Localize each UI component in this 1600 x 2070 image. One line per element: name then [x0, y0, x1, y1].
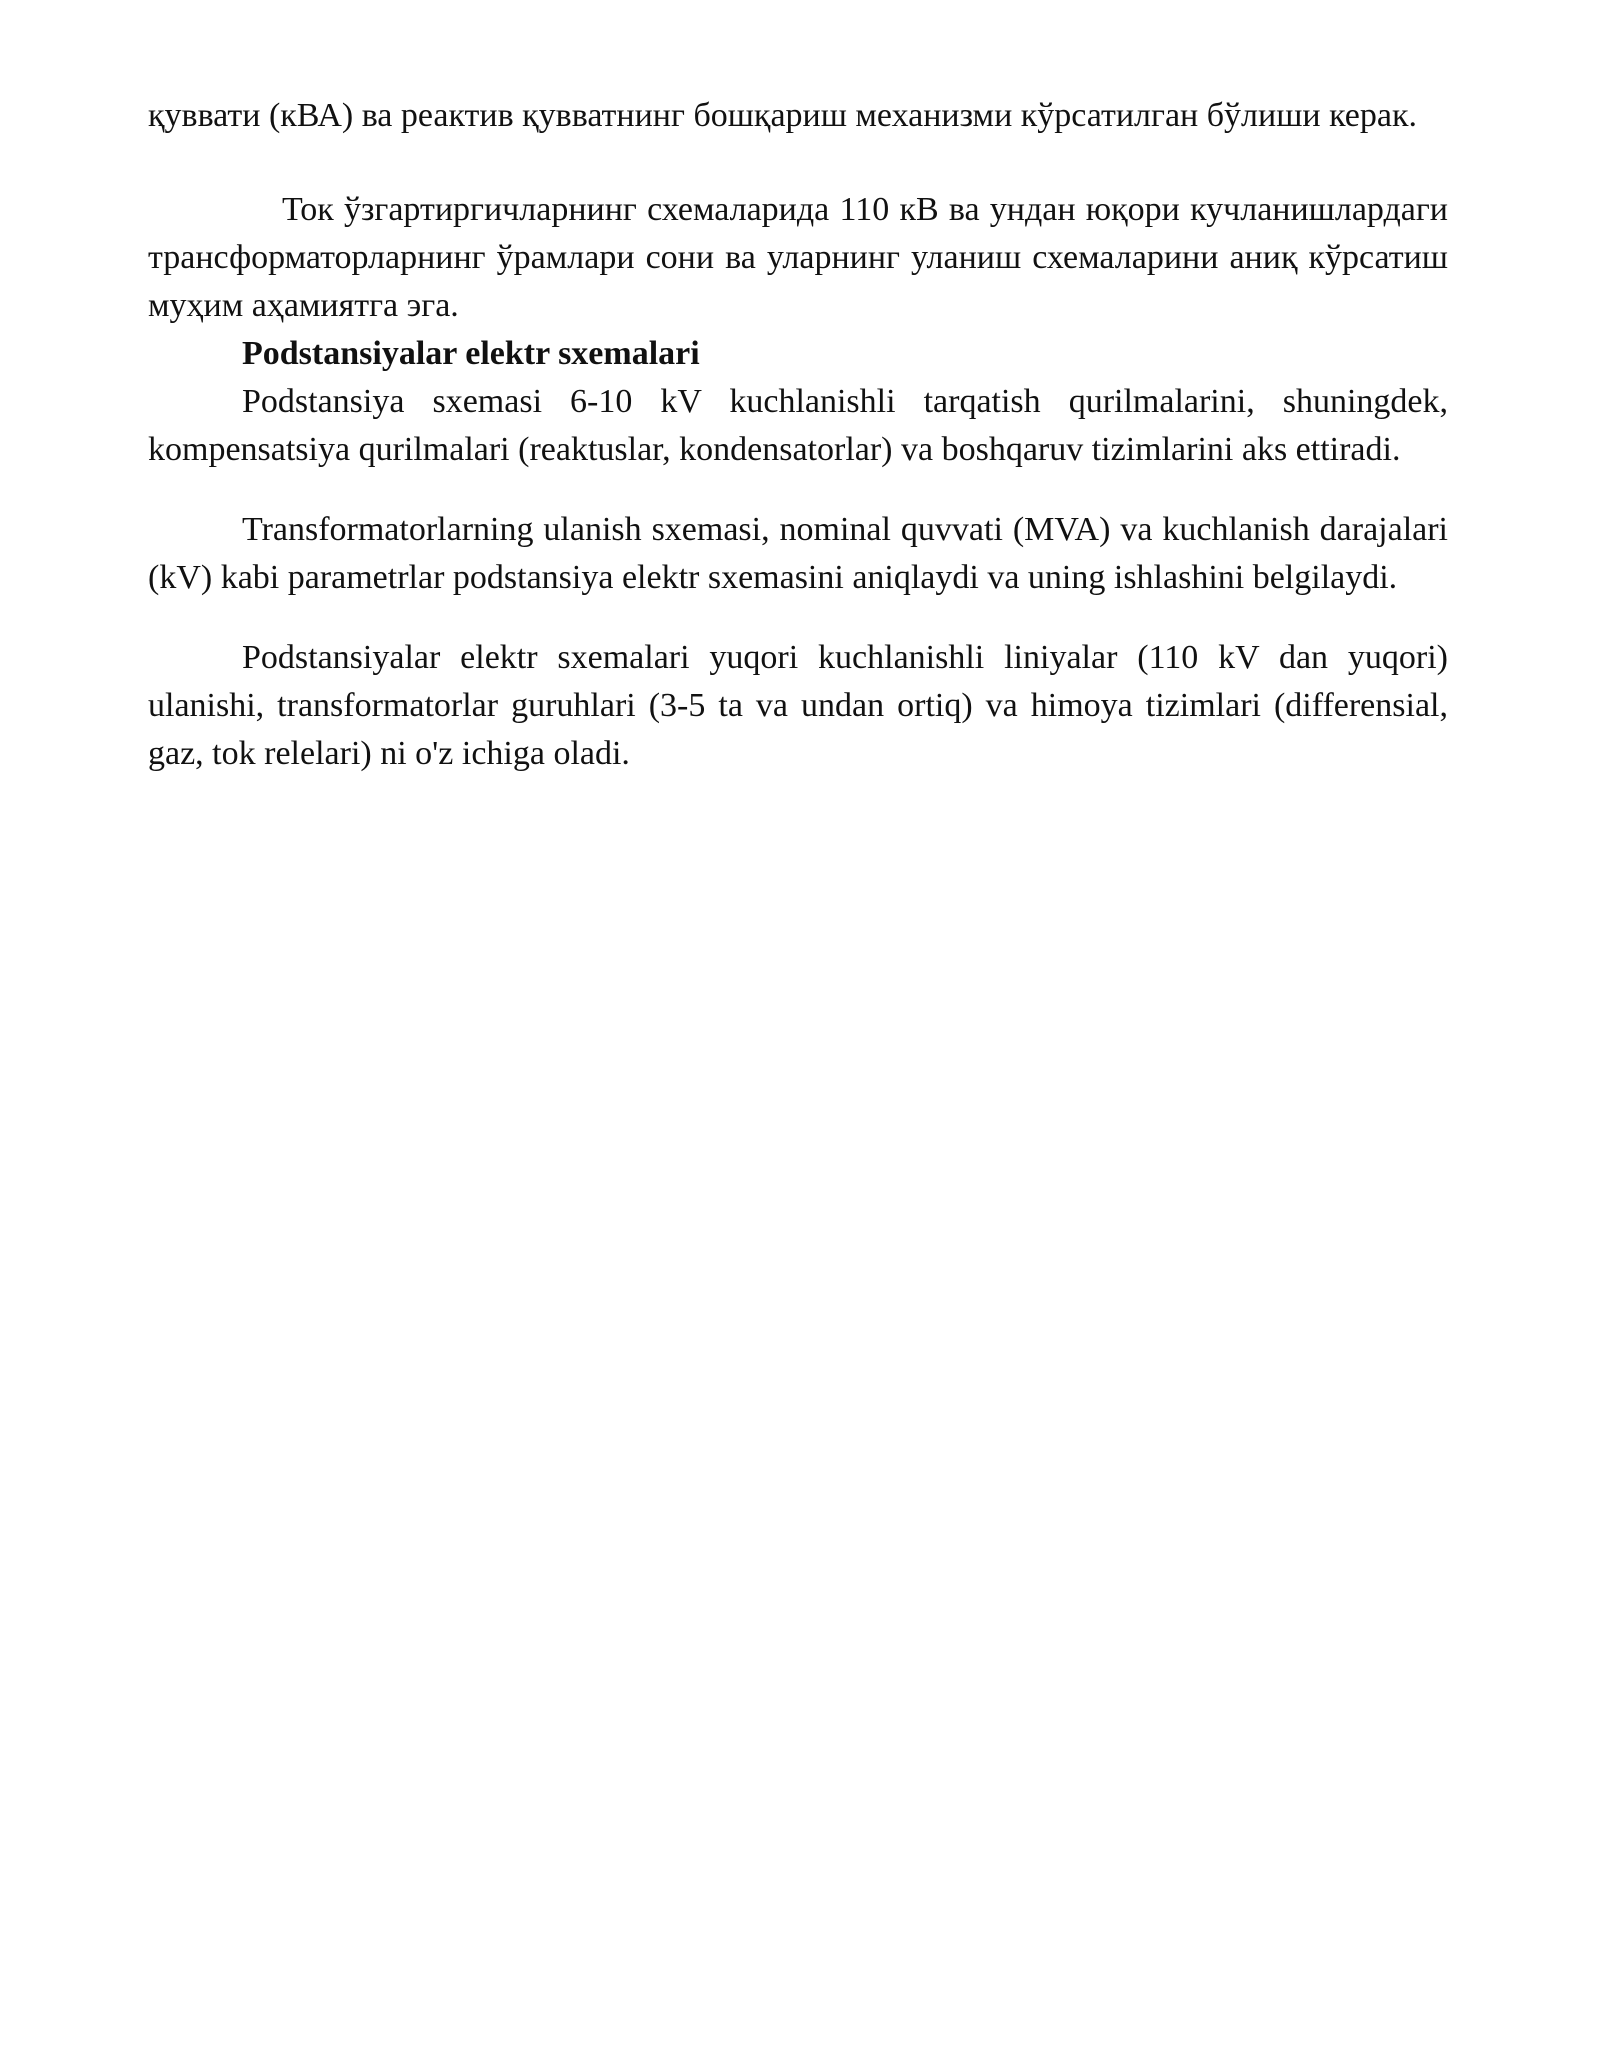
paragraph-3: Podstansiya sxemasi 6-10 kV kuchlanishli tarqatish qurilmalarini, shuningdek, kompensatsiya qurilmalari (reaktuslar, kondensatorlar) va boshqaruv tizimlarini aks ettiradi. [148, 383, 1448, 468]
document-body [148, 92, 1448, 778]
paragraph-4: Transformatorlarning ulanish sxemasi, nominal quvvati (MVA) va kuchlanish darajalari (kV) kabi parametrlar podstansiya elektr sxemasini aniqlaydi va uning ishlashini belgilaydi. [148, 511, 1448, 596]
paragraph-2: Ток ўзгартиргичларнинг схемаларида 110 кВ ва ундан юқори кучланишлардаги трансформаторларнинг ўрамлари сони ва уларнинг уланиш схемаларини аниқ кўрсатиш муҳим аҳамиятга эга. [148, 191, 1448, 324]
paragraph-1: қуввати (кВА) ва реактив қувватнинг бошқариш механизми кўрсатилган бўлиши керак. [148, 97, 1417, 134]
paragraph-5: Podstansiyalar elektr sxemalari yuqori kuchlanishli liniyalar (110 kV dan yuqori) ulanishi, transformatorlar guruhlari (3-5 ta va undan ortiq) va himoya tizimlari (differensial, gaz, tok relelari) ni o'z ichiga oladi. [148, 639, 1448, 772]
section-heading: Podstansiyalar elektr sxemalari [242, 335, 700, 372]
